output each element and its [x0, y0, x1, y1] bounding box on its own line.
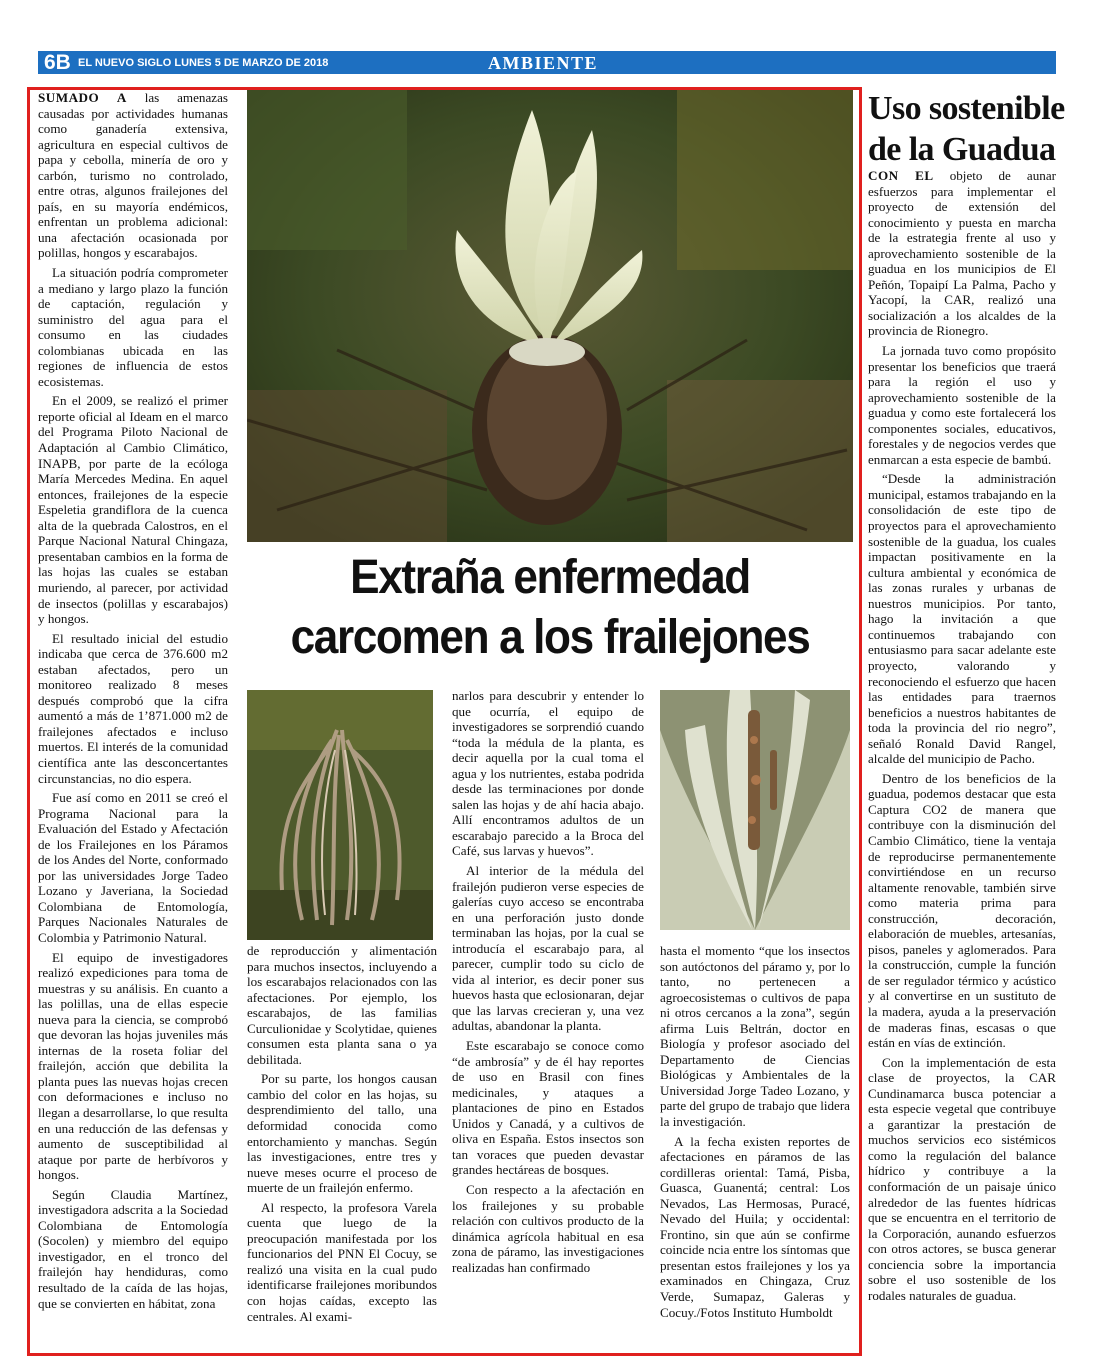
paragraph: “Desde la administración municipal, estamos trabajando en la consolidación de este tipo de proyectos para el aprovechamiento sostenible de la guadua, los cuales impactan positivamente en la cultura ambiental y económica de las zonas rurales y urbanas de nuestros municipios. Por tanto, hago la invitación a que continuemos trabajando con entusiasmo para sacar adelante este proyecto, valorando y reconociendo el esfuerzo que hacen las entidades para traernos beneficios a nuestros habitantes de toda la provincia del rio negro”, señaló Ronald David Rangel, alcalde del municipio de Pacho. [868, 471, 1056, 767]
paragraph: Dentro de los beneficios de la guadua, podemos destacar que esta Captura CO2 de manera que contribuye con la disminución del Cambio Climático, tiene la ventaja de reproducirse permanentemente convirtiéndose en un recurso altamente renovable, también sirve como materia prima para construcción, decoración, elaboración de muebles, artesanías, pisos, paneles y aglomerados. Para la construcción, cumple la función de ser regulador térmico y acústico y al convertirse en un sustituto de la madera, ayuda a la preservación de maderas finas, escasas o que están en vías de extinción. [868, 770, 1056, 1051]
article-column-4 [660, 943, 850, 1324]
paragraph: Por su parte, los hongos causan cambio del color en las hojas, su desprendimiento del tallo, una deformidad conocida como entorchamiento y manchas. Según las investigaciones, entre tres y nueve meses ocurre el proceso de muerte de un frailejón enfermo. [247, 1071, 437, 1196]
headline-line-1: Extraña enfermedad [350, 551, 750, 604]
main-headline [274, 548, 826, 668]
page-number: 6B [44, 51, 71, 74]
paragraph: Fue así como en 2011 se creó el Programa Nacional para la Evaluación del Estado y Afectación de los Frailejones en los Páramos de los Andes del Norte, conformado por las universidades Jorge Tadeo Lozano y Javeriana, la Sociedad Colombiana de Entomología, Parques Nacionales Naturales de Colombia y Patrimonio Natural. [38, 790, 228, 945]
paragraph [868, 168, 1056, 339]
section-title: AMBIENTE [488, 53, 599, 73]
paragraph: de reproducción y alimentación para muchos insectos, incluyendo a los escarabajos relacionados con las afectaciones. Por ejemplo, los escarabajos, de las familias Curculionidae y Scolytidae, quienes consumen esta planta sana o ya debilitada. [247, 943, 437, 1067]
side-article-title [868, 88, 1068, 170]
frailejon-photo-dry [247, 690, 433, 940]
side-title-line-2: de la Guadua [868, 131, 1056, 168]
paragraph: El equipo de investigadores realizó expediciones para toma de muestras y su análisis. En cuanto a las polillas, una de ellas especie nueva para la ciencia, se comprobó que devoran las hojas juveniles más internas de la roseta foliar del frailejón, acción que debilita la planta pues las nuevas hojas crecen con deformaciones e incluso no llegan a desarrollarse, lo que resulta en una reducción de las defensas y aumento de susceptibilidad al ataque por parte de herbívoros y hongos. [38, 949, 228, 1183]
paragraph: Según Claudia Martínez, investigadora adscrita a la Sociedad Colombiana de Entomología (Socolen) y miembro del equipo investigador, en el tronco del frailejón hay hendiduras, como resultado de la caída de las hojas, que se convierten en hábitat, zona [38, 1186, 228, 1311]
article-column-2 [247, 943, 437, 1328]
paragraph: En el 2009, se realizó el primer reporte oficial al Ideam en el marco del Programa Piloto Nacional de Adaptación al Cambio Climático, INAPB, por parte de la ecóloga María Mercedes Medina. En aquel entonces, frailejones de la especie Espeletia grandiflora de la cuenca alta de la quebrada Calostros, en el Parque Nacional Natural Chingaza, presentaban cambios en la forma de las hojas las cuales se estaban muriendo, al parecer, por actividad de insectos (polillas y escarabajos) y hongos. [38, 393, 228, 627]
lead-in: CON EL [868, 168, 934, 183]
paragraph-text: las amenazas causadas por actividades humanas como ganadería extensiva, agricultura en especial cultivos de papa y cebolla, minería de oro y carbón, turismo no controlado, entre otras, algunos frailejones del país, en su mayoría endémicos, enfrentan un problema adicional: una afectación ocasionada por polillas, hongos y escarabajos. [38, 90, 228, 261]
paragraph-text: objeto de aunar esfuerzos para implementar el proyecto de extensión del conocimiento y puesta en marcha de la estrategia frente al uso y aprovechamiento sostenible de la guadua en los municipios de El Peñón, Topaipí La Palma, Pacho y Yacopí, la CAR, realizó una socialización a los alcaldes de la provincia de Rionegro. [868, 168, 1057, 339]
frailejon-photo-damaged [660, 690, 850, 930]
paragraph: Al respecto, la profesora Varela cuenta que luego de la preocupación manifestada por los funcionarios del PNN El Cocuy, se realizó una visita en la cual pudo identificarse frailejones moribundos con hojas caídas, excepto las centrales. Al exami- [247, 1199, 437, 1324]
paragraph: hasta el momento “que los insectos son autóctonos del páramo y, por lo tanto, no pertenecen a agroecosistemas o cultivos de papa ni otros cercanos a la zona”, según afirma Luis Beltrán, doctor en Biología y profesor asociado del Departamento de Ciencias Biológicas y Ambientales de la Universidad Jorge Tadeo Lozano, y parte del grupo de trabajo que lidera la investigación. [660, 943, 850, 1130]
paragraph: A la fecha existen reportes de afectaciones en páramos de las cordilleras oriental: Tamá, Pisba, Guasca, Guanentá; central: Los Nevados, Las Hermosas, Puracé, Nevado del Huila; y occidental: Frontino, sin que aún se confirme coincide ncia entre los síntomas que presentan estos frailejones y los ya examinados en Chingaza, Cruz Verde, Sumapaz, Galeras y Cocuy./Fotos Instituto Humboldt [660, 1133, 850, 1320]
paragraph: narlos para descubrir y entender lo que ocurría, el equipo de investigadores se sorprendió cuando “toda la médula de la planta, es decir aquella por la cual toma el agua y los nutrientes, estaba podrida desde las terminaciones por donde salen las hojas y de ahí hacia abajo. Allí encontramos adultos de un escarabajo parecido a la Broca del Café, sus larvas y huevos”. [452, 688, 644, 859]
paragraph: El resultado inicial del estudio indicaba que cerca de 376.600 m2 estaban afectados, pero un monitoreo realizado 8 meses después comprobó que la cifra aumentó a más de 1’871.000 m2 de frailejones afectados e incluso muertos. El interés de la comunidad científica ante las desconcertantes circunstancias, no dio espera. [38, 630, 228, 786]
paragraph: Al interior de la médula del frailejón pudieron verse especies de galerías cuyo acceso se encontraba en una perforación justo donde terminaban las hojas, por la cual se introducía el escarabajo para, al parecer, cumplir todo su ciclo de vida al interior, es decir poner sus huevos hasta que eclosionaran, dejar que las larvas crecieran y, una vez adultas, abandonar la planta. [452, 863, 644, 1034]
paragraph: Este escarabajo se conoce como “de ambrosía” y de él hay reportes de uso en Brasil con fines medicinales, y ataques a plantaciones de pino en Estados Unidos y Canadá, y a cultivos de oliva en España. Estos insectos son tan voraces que pueden devastar grandes hectáreas de bosques. [452, 1038, 644, 1178]
side-article-column [868, 168, 1056, 1307]
paragraph: Con respecto a la afectación en los frailejones y su probable relación con cultivos producto de la dinámica agrícola habitual en esa zona de páramo, las investigaciones realizadas han confirmado [452, 1181, 644, 1275]
headline-line-2: carcomen a los frailejones [290, 611, 810, 664]
article-column-1 [38, 90, 228, 1315]
paragraph: Con la implementación de esta clase de proyectos, la CAR Cundinamarca busca potenciar a esta especie vegetal que contribuye a garantizar la prestación de muchos servicios eco sistémicos como la regulación del balance hídrico y contribuye a la conformación de un paisaje único alrededor de las fuentes hídricas que se encuentra en el territorio de la Corporación, aunando esfuerzos con otros actores, se busca generar conciencia sobre la importancia sobre el uso sostenible de los rodales naturales de guadua. [868, 1054, 1056, 1303]
frailejon-photo-main [247, 90, 853, 542]
side-title-line-1: Uso sostenible [868, 90, 1065, 127]
paragraph: La situación podría comprometer a mediano y largo plazo la función de captación, regulación y suministro del agua para el consumo en las ciudades colombianas ubicada en las regiones de influencia de estos ecosistemas. [38, 265, 228, 389]
article-column-3 [452, 688, 644, 1279]
lead-in: SUMADO A [38, 90, 127, 105]
paragraph: La jornada tuvo como propósito presentar los beneficios que traerá para la región el uso y aprovechamiento sostenible de la guadua y como este fortalecerá los componentes sociales, educativos, forestales y de negocios verdes que enmarcan a esta especie de bambú. [868, 343, 1056, 467]
newspaper-date: EL NUEVO SIGLO LUNES 5 DE MARZO DE 2018 [78, 57, 329, 69]
paragraph [38, 90, 228, 261]
